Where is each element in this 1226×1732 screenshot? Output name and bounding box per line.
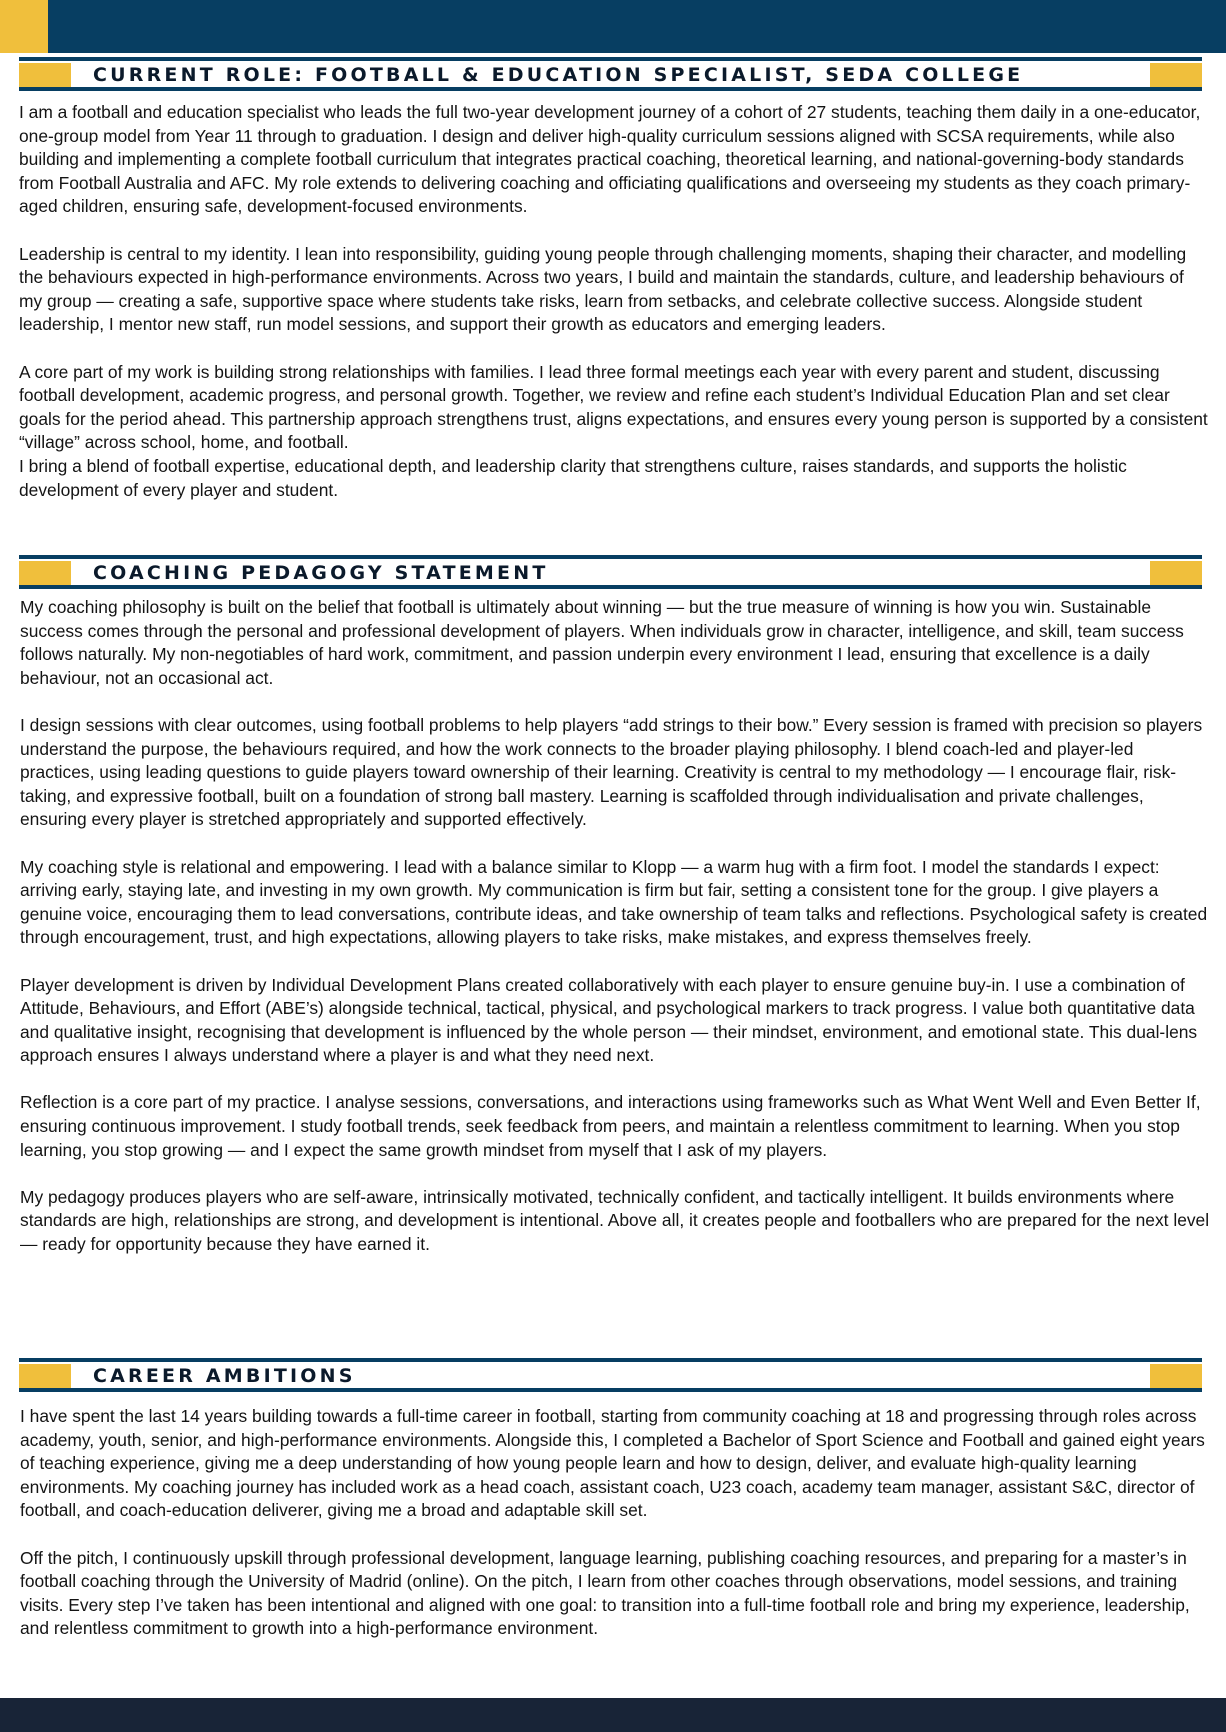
- section-title: CURRENT ROLE: FOOTBALL & EDUCATION SPECIALIST, SEDA COLLEGE: [93, 64, 1024, 86]
- header-accent-left: [19, 63, 71, 87]
- paragraph: My pedagogy produces players who are self-aware, intrinsically motivated, technically confident, and tactically intelligent. It builds environments where standards are high, relationships are strong, and development is intentional. Above all, it creates people and footballers who are prepared for the next level — ready for opportunity because they have earned it.: [20, 1186, 1210, 1255]
- section-body-current-role: [19, 101, 1209, 502]
- paragraph: I am a football and education specialist who leads the full two-year development journey of a cohort of 27 students, teaching them daily in a one-educator, one-group model from Year 11 through to graduation. I design and deliver high-quality curriculum sessions aligned with SCSA requirements, while also building and implementing a complete football curriculum that integrates practical coaching, theoretical learning, and national-governing-body standards from Football Australia and AFC. My role extends to delivering coaching and officiating qualifications and overseeing my students as they coach primary-aged children, ensuring safe, development-focused environments.: [19, 102, 1201, 217]
- section-body-coaching-pedagogy: [20, 596, 1210, 1257]
- paragraph: I design sessions with clear outcomes, using football problems to help players “add strings to their bow.” Every session is framed with precision so players understand the purpose, the behaviours required, and how the work connects to the broader playing philosophy. I blend coach-led and player-led practices, using leading questions to guide players toward ownership of their learning. Creativity is central to my methodology — I encourage flair, risk-taking, and expressive football, built on a foundation of strong ball mastery. Learning is scaffolded through individualisation and private challenges, ensuring every player is stretched appropriately and supported effectively.: [20, 714, 1203, 830]
- paragraph: I have spent the last 14 years building towards a full-time career in football, starting from community coaching at 18 and progressing through roles across academy, youth, senior, and high-performance environments. Alongside this, I completed a Bachelor of Sport Science and Football and gained eight years of teaching experience, giving me a deep understanding of how young people learn and how to design, deliver, and evaluate high-quality learning environments. My coaching journey has included work as a head coach, assistant coach, U23 coach, academy team manager, assistant S&C, director of football, and coach-education deliverer, giving me a broad and adaptable skill set.: [20, 1406, 1205, 1521]
- section-header-career-ambitions: [19, 1358, 1202, 1392]
- header-accent-right: [1150, 63, 1202, 87]
- paragraph: Reflection is a core part of my practice. I analyse sessions, conversations, and interactions using frameworks such as What Went Well and Even Better If, ensuring continuous improvement. I study football trends, seek feedback from peers, and maintain a relentless commitment to learning. When you stop learning, you stop growing — and I expect the same growth mindset from myself that I ask of my players.: [20, 1092, 1201, 1160]
- paragraph: I bring a blend of football expertise, educational depth, and leadership clarity that strengthens culture, raises standards, and supports the holistic development of every player and student.: [19, 455, 1127, 500]
- section-body-career-ambitions: [20, 1405, 1210, 1641]
- header-rule-bottom: [19, 585, 1202, 589]
- header-rule-bottom: [19, 1388, 1202, 1392]
- paragraph: A core part of my work is building strong relationships with families. I lead three formal meetings each year with every parent and student, discussing football development, academic progress, and personal growth. Together, we review and refine each student’s Individual Education Plan and set clear goals for the period ahead. This partnership approach strengthens trust, aligns expectations, and ensures every young person is supported by a consistent “village” across school, home, and football.: [19, 361, 1208, 453]
- paragraph: My coaching philosophy is built on the belief that football is ultimately about winning — but the true measure of winning is how you win. Sustainable success comes through the personal and professional development of players. When individuals grow in character, intelligence, and skill, team success follows naturally. My non-negotiables of hard work, commitment, and passion underpin every environment I lead, ensuring that excellence is a daily behaviour, not an occasional act.: [20, 597, 1184, 688]
- header-rule-bottom: [19, 87, 1202, 91]
- paragraph: Off the pitch, I continuously upskill through professional development, language learning, publishing coaching resources, and preparing for a master’s in football coaching through the University of Madrid (online). On the pitch, I learn from other coaches through observations, model sessions, and training visits. Every step I’ve taken has been intentional and aligned with one goal: to transition into a full-time football role and bring my experience, leadership, and relentless commitment to growth into a high-performance environment.: [20, 1547, 1190, 1639]
- header-rule-top: [19, 57, 1202, 61]
- header-accent-left: [19, 561, 71, 585]
- paragraph: Leadership is central to my identity. I lean into responsibility, guiding young people through challenging moments, shaping their character, and modelling the behaviours expected in high-performance environments. Across two years, I build and maintain the standards, culture, and leadership behaviours of my group — creating a safe, supportive space where students take risks, learn from setbacks, and celebrate collective success. Alongside student leadership, I mentor new staff, run model sessions, and support their growth as educators and emerging leaders.: [19, 243, 1187, 335]
- paragraph: Player development is driven by Individual Development Plans created collaboratively with each player to ensure genuine buy-in. I use a combination of Attitude, Behaviours, and Effort (ABE’s) alongside technical, tactical, physical, and psychological markers to track progress. I value both quantitative data and qualitative insight, recognising that development is influenced by the whole person — their mindset, environment, and emotional state. This dual-lens approach ensures I always understand where a player is and what they need next.: [20, 974, 1198, 1066]
- header-rule-top: [19, 1358, 1202, 1362]
- top-banner: [0, 0, 1226, 53]
- section-title: CAREER AMBITIONS: [93, 1365, 356, 1387]
- header-accent-right: [1150, 561, 1202, 585]
- section-header-coaching-pedagogy: [19, 555, 1202, 589]
- header-accent-left: [19, 1364, 71, 1388]
- section-header-current-role: [19, 57, 1202, 91]
- header-accent-right: [1150, 1364, 1202, 1388]
- header-rule-top: [19, 555, 1202, 559]
- section-title: COACHING PEDAGOGY STATEMENT: [93, 562, 549, 584]
- top-banner-accent: [0, 0, 48, 53]
- paragraph: My coaching style is relational and empowering. I lead with a balance similar to Klopp — a warm hug with a firm foot. I model the standards I expect: arriving early, staying late, and investing in my own growth. My communication is firm but fair, setting a consistent tone for the group. I give players a genuine voice, encouraging them to lead conversations, contribute ideas, and take ownership of team talks and reflections. Psychological safety is created through encouragement, trust, and high expectations, allowing players to take risks, make mistakes, and express themselves freely.: [20, 856, 1208, 948]
- footer-banner: [0, 1698, 1226, 1732]
